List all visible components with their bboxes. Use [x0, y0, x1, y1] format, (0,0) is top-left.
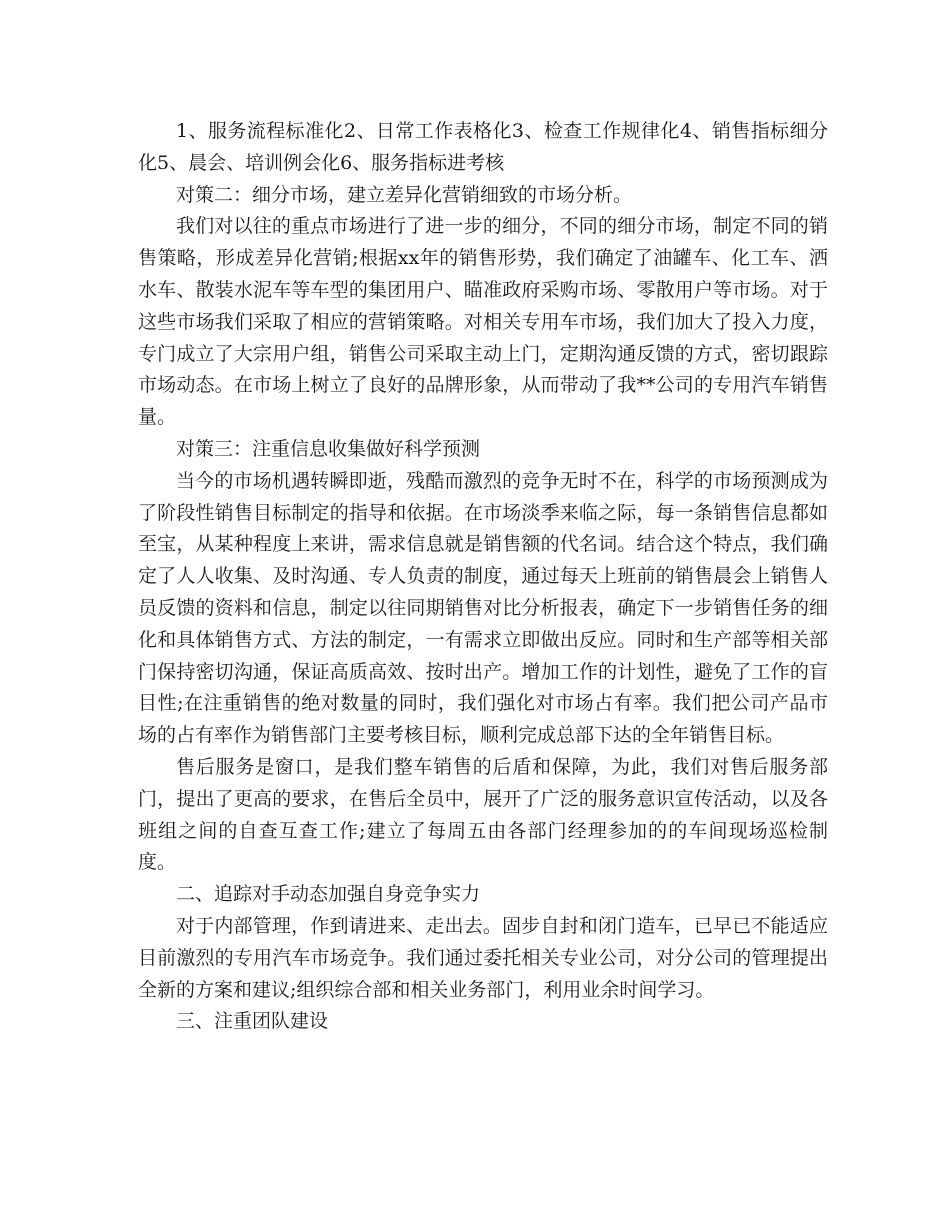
paragraph-market-forecast: 当今的市场机遇转瞬即逝，残酷而激烈的竞争无时不在，科学的市场预测成为了阶段性销售目标制定的指导和依据。在市场淡季来临之际，每一条销售信息都如至宝，从某种程度上来讲，需求信息就是销售额的代名词。结合这个特点，我们确定了人人收集、及时沟通、专人负责的制度，通过每天上班前的销售晨会上销售人员反馈的资料和信息，制定以往同期销售对比分析报表，确定下一步销售任务的细化和具体销售方式、方法的制定，一有需求立即做出反应。同时和生产部等相关部门保持密切沟通，保证高质高效、按时出产。增加工作的计划性，避免了工作的盲目性;在注重销售的绝对数量的同时，我们强化对市场占有率。我们把公司产品市场的占有率作为销售部门主要考核目标，顺利完成总部下达的全年销售目标。 — [138, 469, 828, 747]
paragraph-service-standards: 1、服务流程标准化2、日常工作表格化3、检查工作规律化4、销售指标细分化5、晨会、培训例会化6、服务指标进考核 — [138, 120, 828, 174]
heading-strategy-two: 对策二：细分市场，建立差异化营销细致的市场分析。 — [176, 183, 633, 206]
heading-section-two: 二、追踪对手动态加强自身竞争实力 — [176, 883, 481, 906]
paragraph-internal-management: 对于内部管理，作到请进来、走出去。固步自封和闭门造车，已早已不能适应目前激烈的专用汽车市场竞争。我们通过委托相关专业公司，对分公司的管理提出全新的方案和建议;组织综合部和相关业务部门，利用业余时间学习。 — [138, 914, 828, 1001]
paragraph-market-segmentation: 我们对以往的重点市场进行了进一步的细分，不同的细分市场，制定不同的销售策略，形成差异化营销;根据xx年的销售形势，我们确定了油罐车、化工车、洒水车、散装水泥车等车型的集团用户、瞄准政府采购市场、零散用户等市场。对于这些市场我们采取了相应的营销策略。对相关专用车市场，我们加大了投入力度，专门成立了大宗用户组，销售公司采取主动上门，定期沟通反馈的方式，密切跟踪市场动态。在市场上树立了良好的品牌形象，从而带动了我**公司的专用汽车销售量。 — [138, 215, 828, 429]
heading-strategy-three: 对策三：注重信息收集做好科学预测 — [176, 437, 481, 460]
heading-section-three: 三、注重团队建设 — [176, 1010, 329, 1033]
document-body — [138, 116, 828, 1038]
paragraph-after-sales: 售后服务是窗口，是我们整车销售的后盾和保障，为此，我们对售后服务部门，提出了更高的要求，在售后全员中，展开了广泛的服务意识宣传活动，以及各班组之间的自查互查工作;建立了每周五由各部门经理参加的的车间现场巡检制度。 — [138, 755, 828, 874]
